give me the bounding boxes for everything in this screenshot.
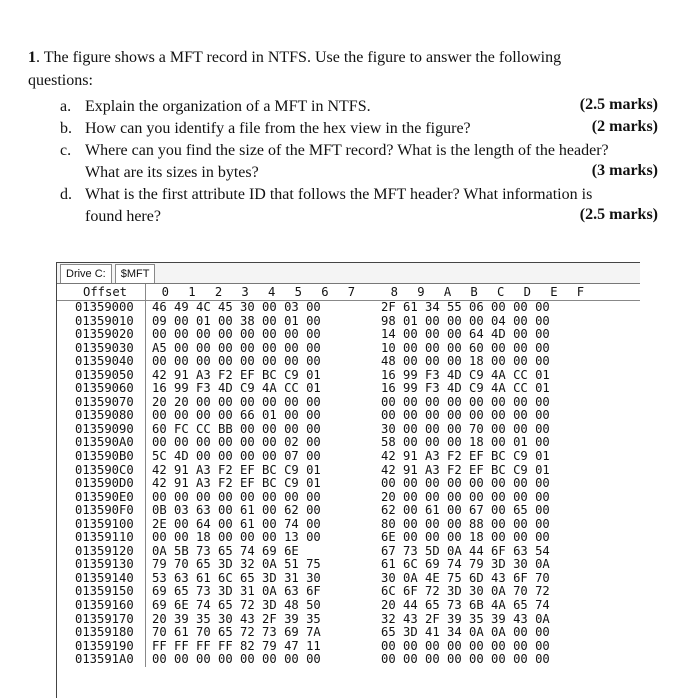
part-text: Where can you find the size of the MFT record? What is the length of the header? xyxy=(85,142,609,159)
hex-bytes-0-7: 53 63 61 6C 65 3D 31 30 xyxy=(145,572,363,586)
row-offset: 01359170 xyxy=(75,611,134,626)
hex-row xyxy=(57,599,640,613)
hex-view-panel xyxy=(56,262,640,698)
part-label: c. xyxy=(60,142,72,159)
hex-bytes-8-f: 32 43 2F 39 35 39 43 0A xyxy=(381,611,550,626)
hex-bytes-0-7: 00 00 00 00 66 01 00 00 xyxy=(145,409,363,423)
hex-row xyxy=(57,613,640,627)
hex-row xyxy=(57,315,640,329)
hex-bytes-8-f: 48 00 00 00 18 00 00 00 xyxy=(381,354,550,369)
column-header: 6 xyxy=(321,285,329,299)
hex-bytes-8-f: 20 44 65 73 6B 4A 65 74 xyxy=(381,598,550,613)
hex-bytes-0-7: 20 20 00 00 00 00 00 00 xyxy=(145,396,363,410)
hex-bytes-8-f: 10 00 00 00 60 00 00 00 xyxy=(381,340,550,355)
hex-bytes-8-f: 00 00 00 00 00 00 00 00 xyxy=(381,476,550,491)
hex-bytes-0-7: 79 70 65 3D 32 0A 51 75 xyxy=(145,558,363,572)
hex-bytes-0-7: 46 49 4C 45 30 00 03 00 xyxy=(145,301,363,315)
hex-row xyxy=(57,572,640,586)
hex-row xyxy=(57,640,640,654)
hex-bytes-0-7: 2E 00 64 00 61 00 74 00 xyxy=(145,518,363,532)
hex-row xyxy=(57,504,640,518)
part-text: Explain the organization of a MFT in NTFS. xyxy=(85,98,371,115)
hex-bytes-0-7: 00 00 00 00 00 00 00 00 xyxy=(145,328,363,342)
part-marks: (3 marks) xyxy=(591,162,658,179)
hex-bytes-8-f: 6C 6F 72 3D 30 0A 70 72 xyxy=(381,584,550,599)
row-offset: 01359080 xyxy=(75,408,134,423)
row-offset: 01359130 xyxy=(75,557,134,572)
column-headers-0-7 xyxy=(145,284,363,300)
row-offset: 01359150 xyxy=(75,584,134,599)
hex-column-header xyxy=(57,284,640,301)
row-offset: 013590B0 xyxy=(75,449,134,464)
hex-row xyxy=(57,477,640,491)
row-offset: 01359040 xyxy=(75,354,134,369)
part-text-cont: found here? xyxy=(85,208,161,225)
question-intro: . The figure shows a MFT record in NTFS. Use the figure to answer the following xyxy=(36,49,562,66)
hex-bytes-8-f: 58 00 00 00 18 00 01 00 xyxy=(381,435,550,450)
row-offset: 01359140 xyxy=(75,570,134,585)
hex-bytes-8-f: 00 00 00 00 00 00 00 00 xyxy=(381,652,550,667)
hex-row xyxy=(57,518,640,532)
hex-row xyxy=(57,328,640,342)
hex-row xyxy=(57,396,640,410)
hex-bytes-0-7: 69 6E 74 65 72 3D 48 50 xyxy=(145,599,363,613)
column-header: 7 xyxy=(347,285,356,299)
hex-bytes-8-f: 16 99 F3 4D C9 4A CC 01 xyxy=(381,381,550,396)
hex-bytes-0-7: 00 00 18 00 00 00 13 00 xyxy=(145,531,363,545)
part-text: How can you identify a file from the hex view in the figure? xyxy=(85,120,471,137)
column-header: 2 xyxy=(214,285,223,299)
row-offset: 013590F0 xyxy=(75,503,134,518)
row-offset: 01359000 xyxy=(75,300,134,314)
column-header: B xyxy=(470,285,478,299)
row-offset: 01359020 xyxy=(75,327,134,342)
part-text-cont: What are its sizes in bytes? xyxy=(85,164,259,181)
column-headers-8-f xyxy=(363,284,583,300)
hex-bytes-0-7: 09 00 01 00 38 00 01 00 xyxy=(145,315,363,329)
row-offset: 013591A0 xyxy=(75,652,134,667)
hex-bytes-0-7: 16 99 F3 4D C9 4A CC 01 xyxy=(145,382,363,396)
row-offset: 01359120 xyxy=(75,543,134,558)
hex-bytes-0-7: A5 00 00 00 00 00 00 00 xyxy=(145,342,363,356)
tab-drive-c[interactable]: Drive C: xyxy=(60,264,112,283)
question-line-1 xyxy=(28,47,561,69)
row-offset: 013590A0 xyxy=(75,435,134,450)
hex-bytes-8-f: 6E 00 00 00 18 00 00 00 xyxy=(381,530,550,545)
column-header: 3 xyxy=(241,285,249,299)
hex-row xyxy=(57,558,640,572)
hex-bytes-8-f: 62 00 61 00 67 00 65 00 xyxy=(381,503,550,518)
column-header: D xyxy=(523,285,531,299)
hex-bytes-8-f: 30 0A 4E 75 6D 43 6F 70 xyxy=(381,570,550,585)
hex-row xyxy=(57,531,640,545)
row-offset: 01359160 xyxy=(75,598,134,613)
hex-row xyxy=(57,382,640,396)
part-label: d. xyxy=(60,186,72,203)
row-offset: 01359050 xyxy=(75,367,134,382)
column-header: 4 xyxy=(268,285,276,299)
row-offset: 01359030 xyxy=(75,340,134,355)
hex-bytes-8-f: 00 00 00 00 00 00 00 00 xyxy=(381,638,550,653)
hex-bytes-0-7: 69 65 73 3D 31 0A 63 6F xyxy=(145,585,363,599)
row-offset: 01359110 xyxy=(75,530,134,545)
hex-bytes-8-f: 14 00 00 00 64 4D 00 00 xyxy=(381,327,550,342)
question-line-2: questions: xyxy=(28,72,93,89)
question-number: 1 xyxy=(28,49,36,66)
offset-header: Offset xyxy=(83,285,128,299)
hex-row xyxy=(57,423,640,437)
hex-row xyxy=(57,369,640,383)
row-offset: 01359190 xyxy=(75,638,134,653)
hex-bytes-0-7: FF FF FF FF 82 79 47 11 xyxy=(145,640,363,654)
hex-bytes-0-7: 0A 5B 73 65 74 69 6E xyxy=(145,545,363,559)
row-offset: 01359070 xyxy=(75,394,134,409)
column-header: 1 xyxy=(188,285,196,299)
hex-bytes-0-7: 70 61 70 65 72 73 69 7A xyxy=(145,626,363,640)
column-header: A xyxy=(443,285,452,299)
hex-bytes-0-7: 20 39 35 30 43 2F 39 35 xyxy=(145,613,363,627)
row-offset: 01359010 xyxy=(75,313,134,328)
column-header: E xyxy=(550,285,558,299)
part-marks: (2.5 marks) xyxy=(579,206,658,223)
row-offset: 013590C0 xyxy=(75,462,134,477)
hex-bytes-8-f: 16 99 F3 4D C9 4A CC 01 xyxy=(381,367,550,382)
part-label: a. xyxy=(60,98,72,115)
hex-bytes-8-f: 80 00 00 00 88 00 00 00 xyxy=(381,516,550,531)
hex-row xyxy=(57,653,640,667)
part-label: b. xyxy=(60,120,72,137)
hex-row xyxy=(57,409,640,423)
hex-bytes-8-f: 61 6C 69 74 79 3D 30 0A xyxy=(381,557,550,572)
hex-bytes-8-f: 67 73 5D 0A 44 6F 63 54 xyxy=(381,543,550,558)
column-header: 9 xyxy=(417,285,425,299)
hex-bytes-8-f: 2F 61 34 55 06 00 00 00 xyxy=(381,300,550,314)
column-header: 8 xyxy=(390,285,398,299)
hex-row xyxy=(57,491,640,505)
hex-bytes-0-7: 00 00 00 00 00 00 00 00 xyxy=(145,653,363,667)
hex-bytes-0-7: 42 91 A3 F2 EF BC C9 01 xyxy=(145,464,363,478)
hex-bytes-8-f: 30 00 00 00 70 00 00 00 xyxy=(381,421,550,436)
hex-row xyxy=(57,585,640,599)
hex-bytes-8-f: 00 00 00 00 00 00 00 00 xyxy=(381,394,550,409)
row-offset: 01359100 xyxy=(75,516,134,531)
hex-bytes-0-7: 00 00 00 00 00 00 00 00 xyxy=(145,491,363,505)
part-marks: (2 marks) xyxy=(591,118,658,135)
hex-row xyxy=(57,626,640,640)
hex-row xyxy=(57,436,640,450)
hex-bytes-8-f: 42 91 A3 F2 EF BC C9 01 xyxy=(381,449,550,464)
row-offset: 013590D0 xyxy=(75,476,134,491)
hex-tab-bar xyxy=(57,263,640,284)
hex-bytes-0-7: 00 00 00 00 00 00 02 00 xyxy=(145,436,363,450)
column-header: 5 xyxy=(294,285,302,299)
row-offset: 013590E0 xyxy=(75,489,134,504)
hex-bytes-8-f: 98 01 00 00 00 04 00 00 xyxy=(381,313,550,328)
row-offset: 01359090 xyxy=(75,421,134,436)
hex-bytes-0-7: 42 91 A3 F2 EF BC C9 01 xyxy=(145,477,363,491)
hex-bytes-0-7: 00 00 00 00 00 00 00 00 xyxy=(145,355,363,369)
tab-mft[interactable]: $MFT xyxy=(115,264,156,283)
row-offset: 01359060 xyxy=(75,381,134,396)
hex-bytes-0-7: 42 91 A3 F2 EF BC C9 01 xyxy=(145,369,363,383)
hex-bytes-8-f: 65 3D 41 34 0A 0A 00 00 xyxy=(381,625,550,640)
column-header: F xyxy=(576,285,585,299)
hex-row xyxy=(57,342,640,356)
part-marks: (2.5 marks) xyxy=(579,96,658,113)
hex-rows xyxy=(57,301,640,667)
hex-row xyxy=(57,464,640,478)
hex-bytes-0-7: 60 FC CC BB 00 00 00 00 xyxy=(145,423,363,437)
part-text: What is the first attribute ID that follows the MFT header? What information is xyxy=(85,186,593,203)
hex-row xyxy=(57,355,640,369)
hex-bytes-0-7: 5C 4D 00 00 00 00 07 00 xyxy=(145,450,363,464)
hex-bytes-8-f: 00 00 00 00 00 00 00 00 xyxy=(381,408,550,423)
hex-bytes-8-f: 20 00 00 00 00 00 00 00 xyxy=(381,489,550,504)
hex-row xyxy=(57,545,640,559)
hex-row xyxy=(57,301,640,315)
row-offset: 01359180 xyxy=(75,625,134,640)
hex-row xyxy=(57,450,640,464)
column-header: 0 xyxy=(161,285,169,299)
column-header: C xyxy=(497,285,505,299)
hex-bytes-0-7: 0B 03 63 00 61 00 62 00 xyxy=(145,504,363,518)
hex-bytes-8-f: 42 91 A3 F2 EF BC C9 01 xyxy=(381,462,550,477)
